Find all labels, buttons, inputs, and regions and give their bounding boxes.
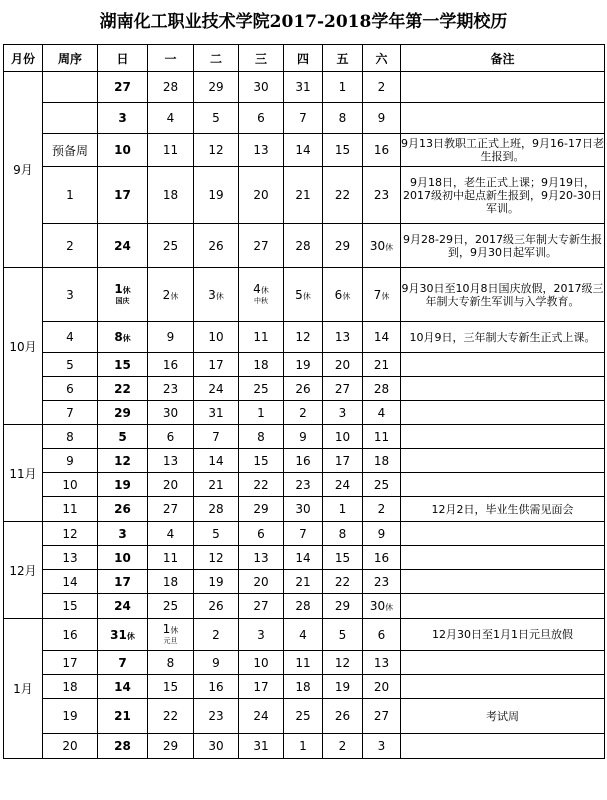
month-cell-jan: 1月	[4, 619, 43, 759]
note-cell	[401, 594, 605, 619]
day-number: 30	[369, 238, 386, 253]
day-cell	[148, 268, 194, 322]
day-cell: 18	[363, 449, 401, 473]
day-cell	[363, 594, 401, 619]
day-cell: 23	[194, 699, 239, 734]
holiday-label: 中秋	[253, 297, 268, 305]
day-cell: 25	[363, 473, 401, 497]
day-cell: 17	[194, 353, 239, 377]
day-cell: 18	[239, 353, 284, 377]
table-row	[4, 651, 605, 675]
day-cell: 8	[323, 522, 363, 546]
table-row	[4, 167, 605, 224]
week-cell: 7	[43, 401, 98, 425]
day-cell: 19	[194, 167, 239, 224]
day-cell: 29	[148, 734, 194, 759]
day-cell: 24	[98, 224, 148, 268]
table-row	[4, 377, 605, 401]
week-cell: 8	[43, 425, 98, 449]
note-cell: 12月30日至1月1日元旦放假	[401, 619, 605, 651]
day-cell: 1	[239, 401, 284, 425]
note-cell: 9月28-29日，2017级三年制大专新生报到，9月30日起军训。	[401, 224, 605, 268]
day-cell: 15	[323, 134, 363, 167]
week-cell: 12	[43, 522, 98, 546]
day-number: 30	[369, 599, 386, 613]
day-cell: 26	[194, 224, 239, 268]
day-cell: 13	[239, 134, 284, 167]
day-cell: 28	[363, 377, 401, 401]
day-cell: 30	[194, 734, 239, 759]
week-cell	[43, 103, 98, 134]
header-month: 月份	[4, 45, 43, 72]
note-cell: 9月18日，老生正式上课；9月19日，2017级初中起点新生报到，9月20-30日军训。	[401, 167, 605, 224]
day-cell: 27	[148, 497, 194, 522]
day-cell: 2	[323, 734, 363, 759]
day-cell: 10	[194, 322, 239, 353]
note-cell	[401, 103, 605, 134]
day-cell: 22	[148, 699, 194, 734]
day-cell: 29	[239, 497, 284, 522]
table-row	[4, 425, 605, 449]
week-cell: 6	[43, 377, 98, 401]
header-week: 周序	[43, 45, 98, 72]
day-cell: 19	[98, 473, 148, 497]
note-cell: 10月9日，三年制大专新生正式上课。	[401, 322, 605, 353]
day-cell: 21	[363, 353, 401, 377]
day-cell	[98, 619, 148, 651]
day-cell: 28	[148, 72, 194, 103]
day-cell: 11	[363, 425, 401, 449]
day-cell: 15	[98, 353, 148, 377]
day-cell: 27	[239, 594, 284, 619]
rest-mark: 休	[126, 631, 135, 641]
day-cell	[194, 268, 239, 322]
rest-mark: 休	[215, 291, 224, 301]
day-number: 31	[110, 627, 127, 642]
rest-mark: 休	[302, 291, 311, 301]
day-cell: 12	[98, 449, 148, 473]
day-cell: 25	[239, 377, 284, 401]
day-cell: 25	[148, 594, 194, 619]
day-cell: 23	[148, 377, 194, 401]
table-row	[4, 675, 605, 699]
day-cell: 2	[363, 497, 401, 522]
week-cell: 13	[43, 546, 98, 570]
day-cell: 18	[284, 675, 323, 699]
day-cell: 27	[323, 377, 363, 401]
table-row	[4, 224, 605, 268]
day-cell: 13	[239, 546, 284, 570]
week-cell: 20	[43, 734, 98, 759]
day-cell: 12	[194, 546, 239, 570]
day-cell: 19	[323, 675, 363, 699]
table-row	[4, 449, 605, 473]
note-cell	[401, 546, 605, 570]
day-cell: 12	[194, 134, 239, 167]
table-row	[4, 570, 605, 594]
rest-mark: 休	[170, 291, 179, 301]
day-number: 6	[334, 287, 343, 302]
table-row	[4, 401, 605, 425]
day-cell: 16	[363, 546, 401, 570]
table-row	[4, 619, 605, 651]
table-row	[4, 72, 605, 103]
day-cell: 6	[148, 425, 194, 449]
day-cell: 21	[284, 570, 323, 594]
day-cell: 26	[323, 699, 363, 734]
day-cell: 28	[194, 497, 239, 522]
note-cell	[401, 734, 605, 759]
day-cell: 26	[284, 377, 323, 401]
day-cell: 28	[284, 224, 323, 268]
rest-mark: 休	[122, 334, 131, 343]
day-cell: 11	[239, 322, 284, 353]
day-cell: 27	[98, 72, 148, 103]
day-cell: 17	[239, 675, 284, 699]
day-cell: 7	[194, 425, 239, 449]
day-cell: 7	[98, 651, 148, 675]
day-cell: 30	[239, 72, 284, 103]
table-row	[4, 699, 605, 734]
day-cell: 25	[148, 224, 194, 268]
month-cell-oct: 10月	[4, 268, 43, 425]
day-cell: 12	[284, 322, 323, 353]
day-cell: 16	[194, 675, 239, 699]
day-cell: 10	[239, 651, 284, 675]
week-cell: 17	[43, 651, 98, 675]
note-cell	[401, 377, 605, 401]
table-row	[4, 322, 605, 353]
week-cell: 19	[43, 699, 98, 734]
note-cell	[401, 570, 605, 594]
day-cell: 1	[284, 734, 323, 759]
day-number: 2	[162, 287, 171, 302]
day-cell: 19	[284, 353, 323, 377]
week-cell: 预备周	[43, 134, 98, 167]
day-cell: 5	[323, 619, 363, 651]
note-cell	[401, 353, 605, 377]
day-cell: 23	[363, 167, 401, 224]
day-cell: 4	[284, 619, 323, 651]
day-cell: 14	[284, 546, 323, 570]
day-cell: 16	[284, 449, 323, 473]
day-cell: 16	[148, 353, 194, 377]
day-cell: 12	[323, 651, 363, 675]
day-cell: 6	[239, 103, 284, 134]
day-cell: 29	[98, 401, 148, 425]
holiday-label: 国庆	[115, 297, 130, 305]
week-cell: 18	[43, 675, 98, 699]
day-cell: 20	[239, 570, 284, 594]
day-cell: 19	[194, 570, 239, 594]
day-cell: 23	[363, 570, 401, 594]
day-number: 4	[253, 282, 261, 296]
week-cell: 16	[43, 619, 98, 651]
week-cell: 3	[43, 268, 98, 322]
week-cell: 2	[43, 224, 98, 268]
day-cell: 30	[148, 401, 194, 425]
day-cell: 14	[284, 134, 323, 167]
rest-mark: 休	[260, 286, 269, 295]
page-title: 湖南化工职业技术学院2017-2018学年第一学期校历	[99, 12, 508, 32]
day-cell: 10	[98, 546, 148, 570]
day-cell: 18	[148, 167, 194, 224]
day-cell: 6	[363, 619, 401, 651]
day-cell: 21	[194, 473, 239, 497]
table-row	[4, 353, 605, 377]
day-cell: 3	[98, 103, 148, 134]
header-notes: 备注	[401, 45, 605, 72]
day-cell: 13	[363, 651, 401, 675]
day-cell: 28	[284, 594, 323, 619]
day-cell: 8	[323, 103, 363, 134]
table-row	[4, 497, 605, 522]
week-cell: 4	[43, 322, 98, 353]
note-cell	[401, 425, 605, 449]
note-cell	[401, 473, 605, 497]
day-cell: 15	[323, 546, 363, 570]
header-sun: 日	[98, 45, 148, 72]
day-cell: 6	[239, 522, 284, 546]
day-cell: 3	[363, 734, 401, 759]
day-cell: 24	[239, 699, 284, 734]
day-cell: 18	[148, 570, 194, 594]
day-cell: 7	[284, 522, 323, 546]
day-cell: 21	[284, 167, 323, 224]
day-cell: 3	[98, 522, 148, 546]
note-cell	[401, 522, 605, 546]
month-cell-nov: 11月	[4, 425, 43, 522]
day-cell: 29	[323, 224, 363, 268]
week-cell: 1	[43, 167, 98, 224]
day-cell: 5	[194, 522, 239, 546]
day-cell: 2	[363, 72, 401, 103]
header-fri: 五	[323, 45, 363, 72]
day-cell: 17	[98, 167, 148, 224]
day-cell	[148, 619, 194, 651]
table-row	[4, 546, 605, 570]
note-cell: 9月30日至10月8日国庆放假，2017级三年制大专新生军训与入学教育。	[401, 268, 605, 322]
rest-mark: 休	[385, 242, 394, 252]
note-cell	[401, 675, 605, 699]
rest-mark: 休	[122, 286, 131, 295]
day-cell: 17	[98, 570, 148, 594]
table-row	[4, 522, 605, 546]
day-cell: 3	[239, 619, 284, 651]
day-cell: 10	[323, 425, 363, 449]
header-row	[4, 45, 605, 72]
note-cell: 考试周	[401, 699, 605, 734]
day-cell: 28	[98, 734, 148, 759]
header-mon: 一	[148, 45, 194, 72]
day-cell: 2	[194, 619, 239, 651]
day-cell: 9	[363, 103, 401, 134]
day-cell: 15	[148, 675, 194, 699]
day-cell: 9	[284, 425, 323, 449]
day-cell: 13	[148, 449, 194, 473]
day-number: 7	[373, 287, 382, 302]
day-cell: 15	[239, 449, 284, 473]
day-cell: 31	[284, 72, 323, 103]
day-cell	[239, 268, 284, 322]
day-cell: 22	[323, 167, 363, 224]
day-cell: 5	[98, 425, 148, 449]
day-cell	[323, 268, 363, 322]
table-row	[4, 473, 605, 497]
day-cell: 22	[323, 570, 363, 594]
day-cell: 9	[148, 322, 194, 353]
day-cell: 11	[148, 134, 194, 167]
week-cell: 10	[43, 473, 98, 497]
day-cell: 20	[239, 167, 284, 224]
week-cell	[43, 72, 98, 103]
note-cell: 12月2日，毕业生供需见面会	[401, 497, 605, 522]
day-cell: 8	[239, 425, 284, 449]
note-cell	[401, 72, 605, 103]
day-cell: 4	[148, 103, 194, 134]
note-cell	[401, 449, 605, 473]
header-wed: 三	[239, 45, 284, 72]
day-cell	[98, 268, 148, 322]
day-cell: 20	[148, 473, 194, 497]
table-row	[4, 594, 605, 619]
day-cell: 2	[284, 401, 323, 425]
day-cell: 5	[194, 103, 239, 134]
school-calendar-table	[3, 44, 605, 759]
header-thu: 四	[284, 45, 323, 72]
day-cell: 22	[98, 377, 148, 401]
day-cell: 20	[363, 675, 401, 699]
holiday-label: 元旦	[163, 637, 178, 645]
note-cell	[401, 401, 605, 425]
day-cell: 1	[323, 497, 363, 522]
day-cell: 31	[239, 734, 284, 759]
day-number: 5	[295, 287, 303, 302]
day-cell: 16	[363, 134, 401, 167]
day-cell: 1	[323, 72, 363, 103]
day-cell: 29	[323, 594, 363, 619]
day-cell: 31	[194, 401, 239, 425]
month-cell-dec: 12月	[4, 522, 43, 619]
table-row	[4, 268, 605, 322]
day-cell: 11	[148, 546, 194, 570]
header-tue: 二	[194, 45, 239, 72]
day-cell: 14	[194, 449, 239, 473]
day-cell: 13	[323, 322, 363, 353]
week-cell: 15	[43, 594, 98, 619]
day-cell	[363, 268, 401, 322]
day-cell: 26	[194, 594, 239, 619]
day-cell: 24	[194, 377, 239, 401]
day-cell: 21	[98, 699, 148, 734]
day-cell: 4	[148, 522, 194, 546]
day-cell: 26	[98, 497, 148, 522]
day-cell: 30	[284, 497, 323, 522]
day-cell: 3	[323, 401, 363, 425]
week-cell: 5	[43, 353, 98, 377]
day-cell: 14	[363, 322, 401, 353]
day-cell	[363, 224, 401, 268]
day-cell: 14	[98, 675, 148, 699]
week-cell: 14	[43, 570, 98, 594]
table-row	[4, 134, 605, 167]
day-cell: 9	[194, 651, 239, 675]
day-cell: 27	[363, 699, 401, 734]
note-cell	[401, 651, 605, 675]
day-cell	[98, 322, 148, 353]
note-cell: 9月13日教职工正式上班，9月16-17日老生报到。	[401, 134, 605, 167]
day-number: 1	[114, 282, 123, 296]
day-number: 3	[208, 287, 216, 302]
day-cell: 7	[284, 103, 323, 134]
day-cell: 25	[284, 699, 323, 734]
day-cell: 17	[323, 449, 363, 473]
rest-mark: 休	[342, 291, 351, 301]
day-cell: 20	[323, 353, 363, 377]
day-cell: 23	[284, 473, 323, 497]
day-cell: 29	[194, 72, 239, 103]
day-cell: 11	[284, 651, 323, 675]
header-sat: 六	[363, 45, 401, 72]
table-row	[4, 103, 605, 134]
day-number: 1	[162, 622, 171, 636]
week-cell: 9	[43, 449, 98, 473]
day-cell: 10	[98, 134, 148, 167]
day-cell: 9	[363, 522, 401, 546]
rest-mark: 休	[381, 291, 390, 301]
week-cell: 11	[43, 497, 98, 522]
month-cell-sep: 9月	[4, 72, 43, 268]
rest-mark: 休	[385, 603, 394, 612]
day-cell: 24	[98, 594, 148, 619]
day-number: 8	[114, 330, 123, 344]
day-cell: 27	[239, 224, 284, 268]
day-cell: 8	[148, 651, 194, 675]
day-cell	[284, 268, 323, 322]
day-cell: 4	[363, 401, 401, 425]
day-cell: 22	[239, 473, 284, 497]
day-cell: 24	[323, 473, 363, 497]
rest-mark: 休	[170, 626, 179, 635]
table-row	[4, 734, 605, 759]
